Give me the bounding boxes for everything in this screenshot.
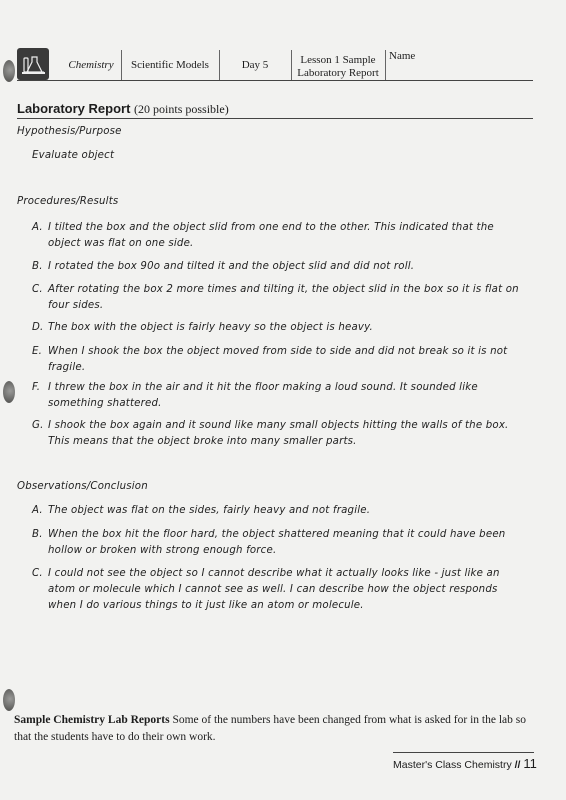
header-divider [385,50,386,80]
procedure-text: I rotated the box 90o and tilted it and the object slid and did not roll. [48,261,415,272]
footer-note [14,712,534,746]
binder-hole [3,381,15,403]
footer-note-title: Sample Chemistry Lab Reports [14,714,170,726]
header-lesson [292,52,384,82]
footer-note-text: Some of the numbers have been changed from what is asked for in the lab so that the students have to do their own work. [14,714,526,743]
procedure-item [32,220,532,252]
observation-item [32,566,532,614]
procedure-text: I tilted the box and the object slid from one end to the other. This indicated that the object was flat on one side. [48,222,494,249]
observations-heading: Observations/Conclusion [17,481,148,492]
header-day: Day 5 [241,59,269,71]
footer-book-title: Master's Class Chemistry [393,759,512,771]
lab-flask-icon [17,48,49,80]
procedure-text: I shook the box again and it sound like many small objects hitting the walls of the box. This means that the object broke into many smaller parts. [48,420,509,447]
footer-page [393,756,537,771]
procedure-text: After rotating the box 2 more times and tilting it, the object slid in the box so it is flat on four sides. [48,284,519,311]
procedure-letter: G. [32,420,44,431]
report-title-text: Laboratory Report [17,101,131,116]
procedure-item [32,344,532,376]
observation-item [32,503,532,519]
footer-separator: // [514,759,521,771]
page-number: 11 [523,756,537,771]
binder-hole [3,60,15,82]
procedure-letter: C. [32,284,43,295]
procedure-text: When I shook the box the object moved from side to side and did not break so it is not fragile. [48,346,508,373]
procedure-letter: E. [32,346,43,357]
observation-item [32,527,532,559]
observation-letter: C. [32,568,43,579]
header-subject: Chemistry [68,59,114,71]
binder-hole [3,689,15,711]
procedure-text: The box with the object is fairly heavy so the object is heavy. [48,322,373,333]
procedure-item [32,320,532,336]
procedure-item [32,380,532,412]
hypothesis-text: Evaluate object [32,150,115,161]
report-title [17,101,533,119]
procedure-letter: A. [32,222,43,233]
observation-text: When the box hit the floor hard, the object shattered meaning that it could have been hollow or broken with strong enough force. [48,529,506,556]
hypothesis-heading: Hypothesis/Purpose [17,126,122,137]
procedure-letter: B. [32,261,43,272]
procedure-item [32,259,532,275]
observation-text: I could not see the object so I cannot describe what it actually looks like - just like an atom or molecule which I cannot see as well. I can describe how the object responds when I do various things to it just like an atom or molecule. [48,568,500,611]
procedure-text: I threw the box in the air and it hit the floor making a loud sound. It sounded like something shattered. [48,382,478,409]
header-lesson-line2: Laboratory Report [297,67,379,79]
procedures-heading: Procedures/Results [17,196,119,207]
report-points: (20 points possible) [134,102,229,116]
header-rule [17,80,533,81]
header-name-label: Name [389,50,416,62]
procedure-item [32,282,532,314]
procedure-letter: F. [32,382,41,393]
procedure-letter: D. [32,322,44,333]
observation-letter: A. [32,505,43,516]
observation-letter: B. [32,529,43,540]
header-lesson-line1: Lesson 1 Sample [300,54,376,66]
observation-text: The object was flat on the sides, fairly heavy and not fragile. [48,505,371,516]
header-topic: Scientific Models [131,59,209,71]
procedure-item [32,418,532,450]
footer-rule [393,752,534,753]
